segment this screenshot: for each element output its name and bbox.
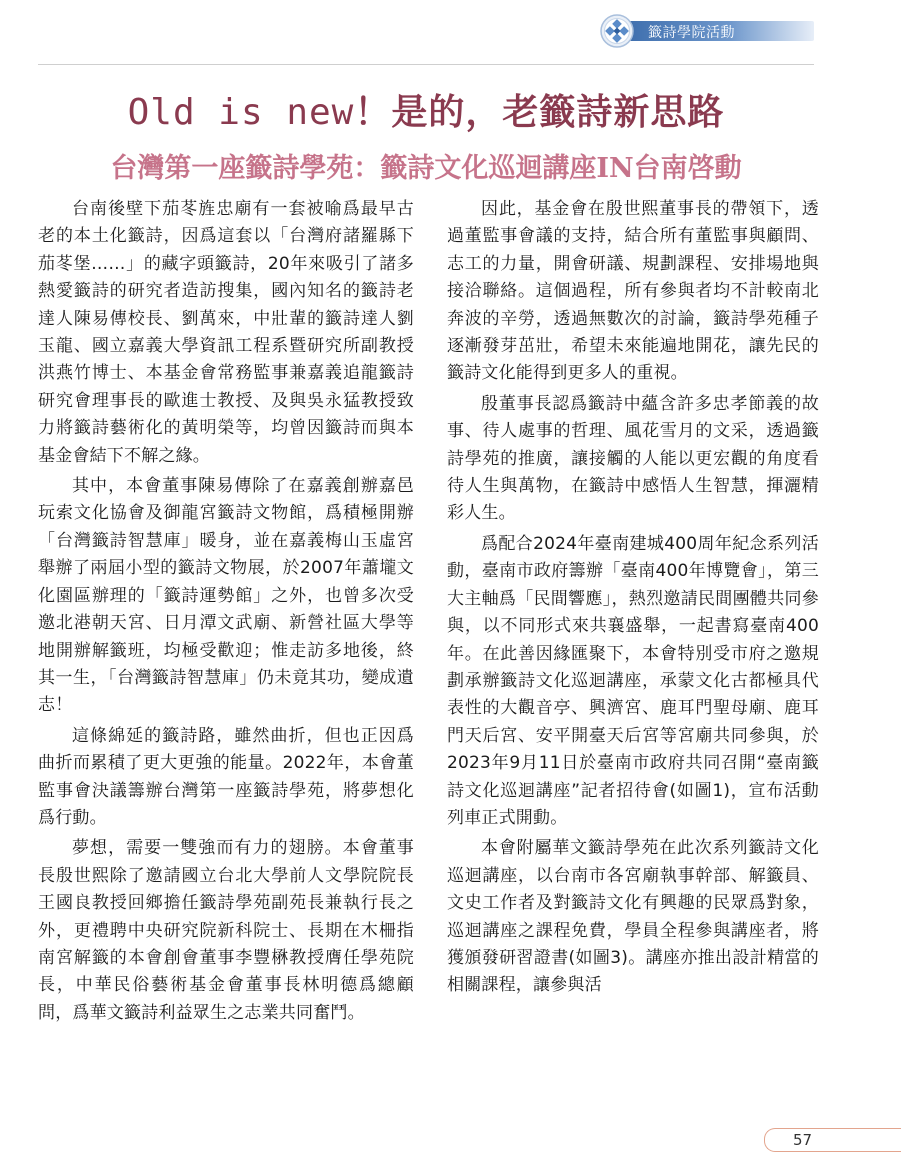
section-label-bar	[628, 21, 814, 41]
left-column	[38, 196, 414, 1030]
article-subtitle: 台灣第一座籤詩學苑：籤詩文化巡迴講座IN台南啓動	[110, 153, 742, 184]
page-number-badge	[764, 1128, 901, 1152]
section-header-tab	[600, 14, 816, 48]
article-title	[38, 84, 814, 135]
paragraph: 其中，本會董事陳易傳除了在嘉義創辦嘉邑玩索文化協會及御龍宮籤詩文物館，爲積極開辦「台灣籤詩智慧庫」暖身，並在嘉義梅山玉虛宮舉辦了兩屆小型的籤詩文物展，於2007年蕭壠文化園區辦理的「籤詩運勢館」之外，也曾多次受邀北港朝天宮、日月潭文武廟、新營社區大學等地開辦解籤班，均極受歡迎；惟走訪多地後，終其一生，「台灣籤詩智慧庫」仍未竟其功，變成遺志！	[38, 476, 414, 716]
title-latin: Old is new	[127, 92, 355, 133]
paragraph: 因此，基金會在殷世熙董事長的帶領下，透過董監事會議的支持，結合所有董監事與顧問、志工的力量，開會研議、規劃課程、安排場地與接洽聯絡。這個過程，所有參與者均不計較南北奔波的辛勞，透過無數次的討論，籤詩學苑種子逐漸發芽茁壯，希望未來能遍地開花，讓先民的籤詩文化能得到更多人的重視。	[447, 199, 819, 384]
right-column	[447, 196, 819, 1003]
page-number: 57	[793, 1131, 813, 1149]
paragraph: 這條綿延的籤詩路，雖然曲折，但也正因爲曲折而累積了更大更強的能量。2022年，本會董監事會決議籌辦台灣第一座籤詩學苑，將夢想化爲行動。	[38, 725, 414, 828]
paragraph: 本會附屬華文籤詩學苑在此次系列籤詩文化巡迴講座，以台南市各宮廟執事幹部、解籤員、文史工作者及對籤詩文化有興趣的民眾爲對象，巡迴講座之課程免費，學員全程參與講座者，將獲頒發研習證書(如圖3)。講座亦推出設計精當的相關課程，讓參與活	[447, 838, 819, 996]
title-cjk: ！是的，老籤詩新思路	[354, 91, 725, 133]
paragraph: 殷董事長認爲籤詩中蘊含許多忠孝節義的故事、待人處事的哲理、風花雪月的文采，透過籤詩學苑的推廣，讓接觸的人能以更宏觀的角度看待人生與萬物，在籤詩中感悟人生智慧，揮灑精彩人生。	[447, 393, 819, 524]
paragraph: 爲配合2024年臺南建城400周年紀念系列活動，臺南市政府籌辦「臺南400年博覽會」，第三大主軸爲「民間響應」，熱烈邀請民間團體共同參與，以不同形式來共襄盛舉，一起書寫臺南400年。在此善因緣匯聚下，本會特別受市府之邀規劃承辦籤詩文化巡迴講座，承蒙文化古都極具代表性的大觀音亭、興濟宮、鹿耳門聖母廟、鹿耳門天后宮、安平開臺天后宮等宮廟共同參與，於2023年9月11日於臺南市政府共同召開“臺南籤詩文化巡迴講座”記者招待會(如圖1)，宣布活動列車正式開動。	[447, 533, 819, 828]
paragraph: 夢想，需要一雙強而有力的翅膀。本會董事長殷世熙除了邀請國立台北大學前人文學院院長王國良教授回鄉擔任籤詩學苑副苑長兼執行長之外，更禮聘中央研究院新科院士、長期在木柵指南宮解籤的本會創會董事李豐楙教授膺任學苑院長，中華民俗藝術基金會董事長林明德爲總顧問，爲華文籤詩利益眾生之志業共同奮鬥。	[38, 838, 414, 1023]
paragraph: 台南後壁下茄苳旌忠廟有一套被喻爲最早古老的本土化籤詩，因爲這套以「台灣府諸羅縣下茄苳堡……」的藏字頭籤詩，20年來吸引了諸多熱愛籤詩的研究者造訪搜集，國內知名的籤詩老達人陳易傳校長、劉萬來，中壯輩的籤詩達人劉玉龍、國立嘉義大學資訊工程系暨研究所副教授洪燕竹博士、本基金會常務監事兼嘉義追龍籤詩研究會理事長的歐進士教授、及與吳永猛教授致力將籤詩藝術化的黃明榮等，均曾因籤詩而與本基金會結下不解之緣。	[38, 199, 414, 466]
section-label: 籤詩學院活動	[648, 25, 735, 41]
header-divider	[38, 64, 814, 65]
lattice-diamond-emblem-icon	[600, 14, 634, 48]
